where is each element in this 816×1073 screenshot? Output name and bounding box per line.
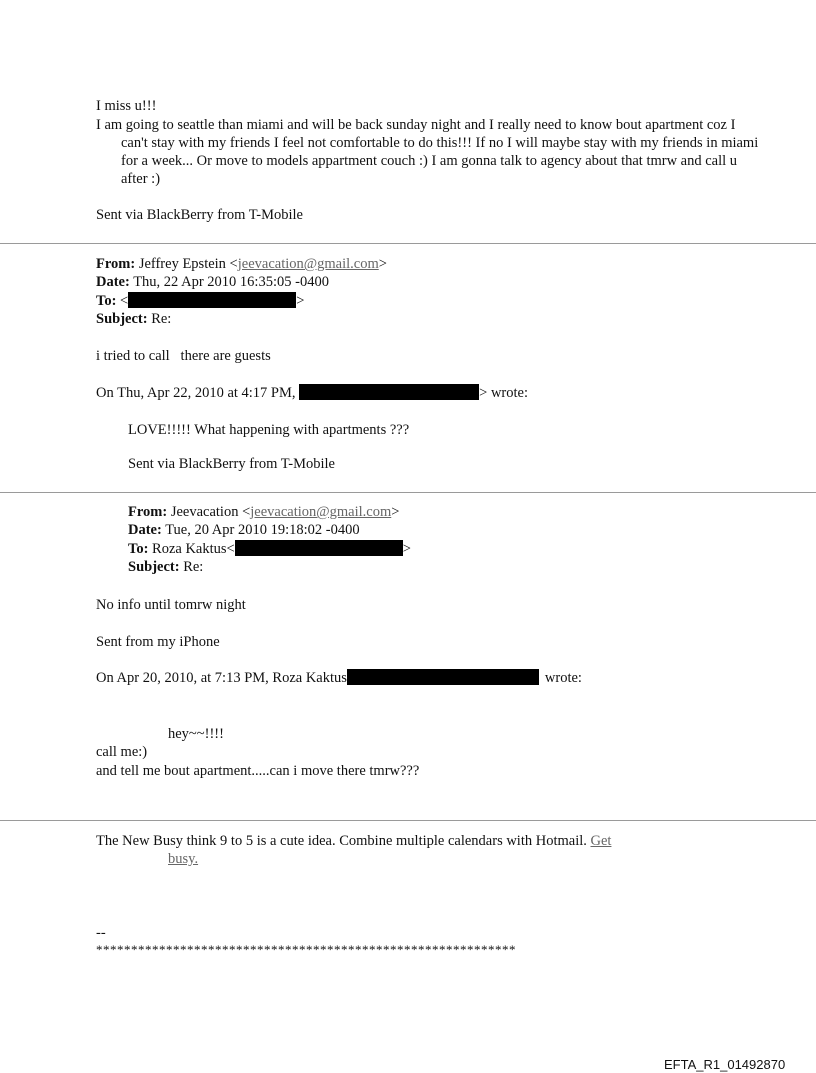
subject-label: Subject: [128,559,180,575]
from-email-link[interactable]: jeevacation@gmail.com [250,504,392,520]
email1-subject-row [96,310,171,328]
email2-quoted-call: call me:) [96,744,148,760]
quote-intro-post: wrote: [544,670,582,686]
ad-line1 [96,832,611,850]
from-name: Jeevacation < [170,504,251,520]
email2-quote-intro [96,669,582,687]
email2-quoted-hey: hey~~!!!! [168,726,224,742]
email2-date-row [128,521,360,539]
to-label: To: [96,293,117,309]
from-label: From: [96,256,136,272]
ad-text: The New Busy think 9 to 5 is a cute idea. Combine multiple calendars with Hotmail. [96,833,587,849]
redaction-box [347,669,539,685]
date-value: Tue, 20 Apr 2010 19:18:02 -0400 [165,522,360,538]
ad-line2 [168,850,198,868]
to-close: > [402,541,411,557]
email1-quoted-line2: Sent via BlackBerry from T-Mobile [128,456,335,472]
email1-to-row [96,292,304,310]
email1-quote-intro [96,384,528,402]
to-close: > [296,293,305,309]
signature-dashes: -- [96,925,106,941]
to-open: < [120,293,129,309]
from-name: Jeffrey Epstein < [138,256,238,272]
date-label: Date: [96,274,130,290]
signature-stars: ************************************************************ [96,942,516,957]
redaction-box [235,540,403,556]
divider [0,492,816,493]
document-id: EFTA_R1_01492870 [664,1057,786,1072]
subject-value: Re: [183,559,204,575]
redaction-box [128,292,296,308]
email2-from-row [128,503,399,521]
email2-subject-row [128,558,203,576]
from-email-link[interactable]: jeevacation@gmail.com [237,256,379,272]
ad-link-busy[interactable]: busy. [168,851,199,867]
to-name: Roza Kaktus< [152,541,235,557]
email2-to-row [128,540,411,558]
subject-value: Re: [151,311,172,327]
divider [0,820,816,821]
email1-quoted-line1: LOVE!!!!! What happening with apartments ??? [128,422,410,438]
from-close: > [391,504,400,520]
sent-via-line: Sent via BlackBerry from T-Mobile [96,207,303,223]
message-paragraph: I am going to seattle than miami and will be back sunday night and I really need to know bout apartment coz I can't stay with my friends I feel not comfortable to do this!!! If no I will maybe stay with my friends in miami for a week... Or move to models appartment couch :) I am gonna talk to agency about that tmrw and call u after :) [96,117,759,187]
ad-link-get[interactable]: Get [590,833,612,849]
email1-date-row [96,273,329,291]
from-close: > [378,256,387,272]
quote-intro-pre: On Thu, Apr 22, 2010 at 4:17 PM, [96,385,296,401]
date-value: Thu, 22 Apr 2010 16:35:05 -0400 [133,274,329,290]
subject-label: Subject: [96,311,148,327]
email2-quoted-ask: and tell me bout apartment.....can i move there tmrw??? [96,763,420,779]
quote-intro-post: > wrote: [479,385,529,401]
message-line-miss: I miss u!!! [96,98,157,114]
email2-body2: Sent from my iPhone [96,634,220,650]
email1-from-row [96,255,387,273]
divider [0,243,816,244]
from-label: From: [128,504,168,520]
to-label: To: [128,541,149,557]
quote-intro-pre: On Apr 20, 2010, at 7:13 PM, Roza Kaktus [96,670,347,686]
email2-body1: No info until tomrw night [96,597,246,613]
redaction-box [299,384,479,400]
email1-body: i tried to call there are guests [96,348,271,364]
date-label: Date: [128,522,162,538]
